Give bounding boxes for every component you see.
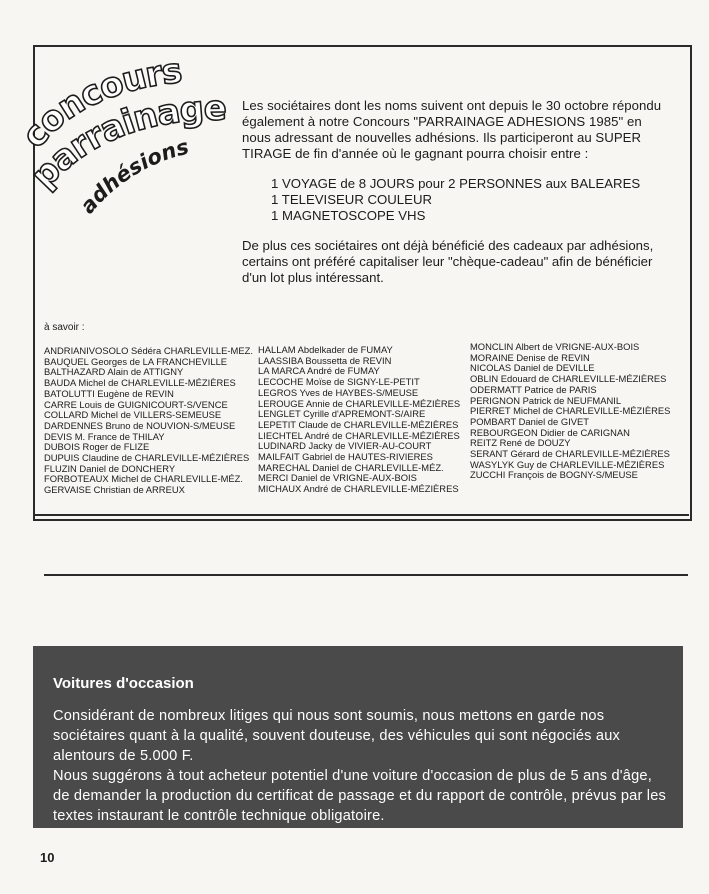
- notice-paragraph-2: Nous suggérons à tout acheteur potentiel d'une voiture d'occasion de plus de 5 ans d'âge, de demander la production du certificat de passage et du rapport de contrôle, prévus par les textes instaurant le contrôle technique obligatoire.: [53, 768, 667, 824]
- name-entry: POMBART Daniel de GIVET: [470, 415, 589, 427]
- names-column-2: [258, 345, 460, 495]
- name-entry: LIECHTEL André de CHARLEVILLE-MÉZIÈRES: [258, 429, 460, 441]
- name-entry: LEROUGE Annie de CHARLEVILLE-MÉZIÈRES: [258, 397, 461, 409]
- name-entry: DUBOIS Roger de FLIZE: [44, 441, 150, 453]
- used-cars-notice: [33, 646, 683, 828]
- name-entry: SERANT Gérard de CHARLEVILLE-MÉZIÈRES: [470, 448, 670, 460]
- name-entry: COLLARD Michel de VILLERS-SEMEUSE: [44, 409, 222, 421]
- name-entry: DARDENNES Bruno de NOUVION-S/MEUSE: [44, 419, 236, 431]
- name-entry: GERVAISE Christian de ARREUX: [44, 484, 185, 496]
- name-entry: HALLAM Abdelkader de FUMAY: [258, 344, 393, 355]
- names-column-1: [44, 346, 253, 496]
- name-entry: MORAINE Denise de REVIN: [470, 351, 590, 363]
- names-label: à savoir :: [44, 322, 85, 333]
- name-entry: MAILFAIT Gabriel de HAUTES-RIVIERES: [258, 451, 433, 463]
- prize-item: 1 TELEVISEUR COULEUR: [271, 192, 432, 207]
- name-entry: DUPUIS Claudine de CHARLEVILLE-MÉZIÈRES: [44, 452, 250, 464]
- name-entry: LENGLET Cyrille d'APREMONT-S/AIRE: [258, 408, 426, 420]
- name-entry: ANDRIANIVOSOLO Sédéra CHARLEVILLE-MEZ.: [44, 345, 253, 356]
- contest-outro: [242, 238, 662, 286]
- name-entry: ZUCCHI François de BOGNY-S/MEUSE: [470, 469, 638, 481]
- logo-word-concours: oncours: [29, 51, 184, 142]
- name-entry: MARECHAL Daniel de CHARLEVILLE-MÉZ.: [258, 461, 444, 473]
- concours-logo-graphic: [20, 40, 240, 220]
- name-entry: BAUDA Michel de CHARLEVILLE-MÉZIÈRES: [44, 377, 236, 389]
- names-column-3: [470, 342, 670, 481]
- name-entry: MICHAUX André de CHARLEVILLE-MÉZIÈRES: [258, 483, 459, 495]
- prize-item: 1 VOYAGE de 8 JOURS pour 2 PERSONNES aux BALEARES: [271, 176, 641, 191]
- contest-intro-text: Les sociétaires dont les noms suivent ont depuis le 30 octobre répondu également à notre Concours "PARRAINAGE ADHESIONS 1985" en nous adressant de nouvelles adhésions. Ils participeront au SUPER TIRAGE de fin d'année où le gagnant pourra choisir entre :: [242, 98, 662, 161]
- name-entry: MERCI Daniel de VRIGNE-AUX-BOIS: [258, 472, 417, 484]
- name-entry: WASYLYK Guy de CHARLEVILLE-MÉZIÈRES: [470, 458, 665, 470]
- name-entry: REITZ René de DOUZY: [470, 437, 571, 449]
- name-entry: ODERMATT Patrice de PARIS: [470, 383, 597, 395]
- contest-frame-bottom-rule: [33, 514, 689, 516]
- name-entry: DEVIS M. France de THILAY: [44, 430, 165, 442]
- name-entry: REBOURGEON Didier de CARIGNAN: [470, 426, 630, 438]
- name-entry: LEGROS Yves de HAYBES-S/MEUSE: [258, 386, 419, 398]
- name-entry: LUDINARD Jacky de VIVIER-AU-COURT: [258, 440, 432, 452]
- notice-title: Voitures d'occasion: [53, 675, 194, 692]
- name-entry: FLUZIN Daniel de DONCHERY: [44, 462, 176, 474]
- prize-item: 1 MAGNETOSCOPE VHS: [271, 208, 426, 223]
- section-divider: [44, 574, 688, 576]
- name-entry: BALTHAZARD Alain de ATTIGNY: [44, 366, 184, 378]
- name-entry: MONCLIN Albert de VRIGNE-AUX-BOIS: [470, 341, 640, 352]
- name-entry: NICOLAS Daniel de DEVILLE: [470, 362, 595, 374]
- concours-logo: [20, 40, 240, 220]
- name-entry: OBLIN Edouard de CHARLEVILLE-MÉZIÈRES: [470, 373, 667, 385]
- logo-word-parrainage: parrainage: [23, 88, 227, 196]
- name-entry: LA MARCA André de FUMAY: [258, 365, 380, 377]
- page-number: 10: [40, 850, 55, 865]
- name-entry: FORBOTEAUX Michel de CHARLEVILLE-MÉZ.: [44, 473, 244, 485]
- notice-paragraph-1: Considérant de nombreux litiges qui nous sont soumis, nous mettons en garde nos sociétaires quant à la qualité, souvent douteuse, des véhicules qui sont négociés aux alentours de 5.000 F.: [53, 708, 621, 764]
- logo-word-adhesions: adhésions: [75, 134, 192, 219]
- prize-list: [271, 176, 651, 224]
- name-entry: BATOLUTTI Eugène de REVIN: [44, 387, 174, 399]
- name-entry: PERIGNON Patrick de NEUFMANIL: [470, 394, 622, 406]
- name-entry: LEPETIT Claude de CHARLEVILLE-MÉZIÈRES: [258, 418, 459, 430]
- name-entry: BAUQUEL Georges de LA FRANCHEVILLE: [44, 355, 228, 367]
- name-entry: LAASSIBA Boussetta de REVIN: [258, 354, 392, 366]
- contest-outro-text: De plus ces sociétaires ont déjà bénéficié des cadeaux par adhésions, certains ont préféré capitaliser leur "chèque-cadeau" afin de bénéficier d'un lot plus intéressant.: [242, 238, 654, 285]
- name-entry: CARRE Louis de GUIGNICOURT-S/VENCE: [44, 398, 228, 410]
- contest-intro: [242, 98, 662, 162]
- name-entry: PIERRET Michel de CHARLEVILLE-MÉZIÈRES: [470, 405, 671, 417]
- name-entry: LECOCHE Moïse de SIGNY-LE-PETIT: [258, 376, 420, 388]
